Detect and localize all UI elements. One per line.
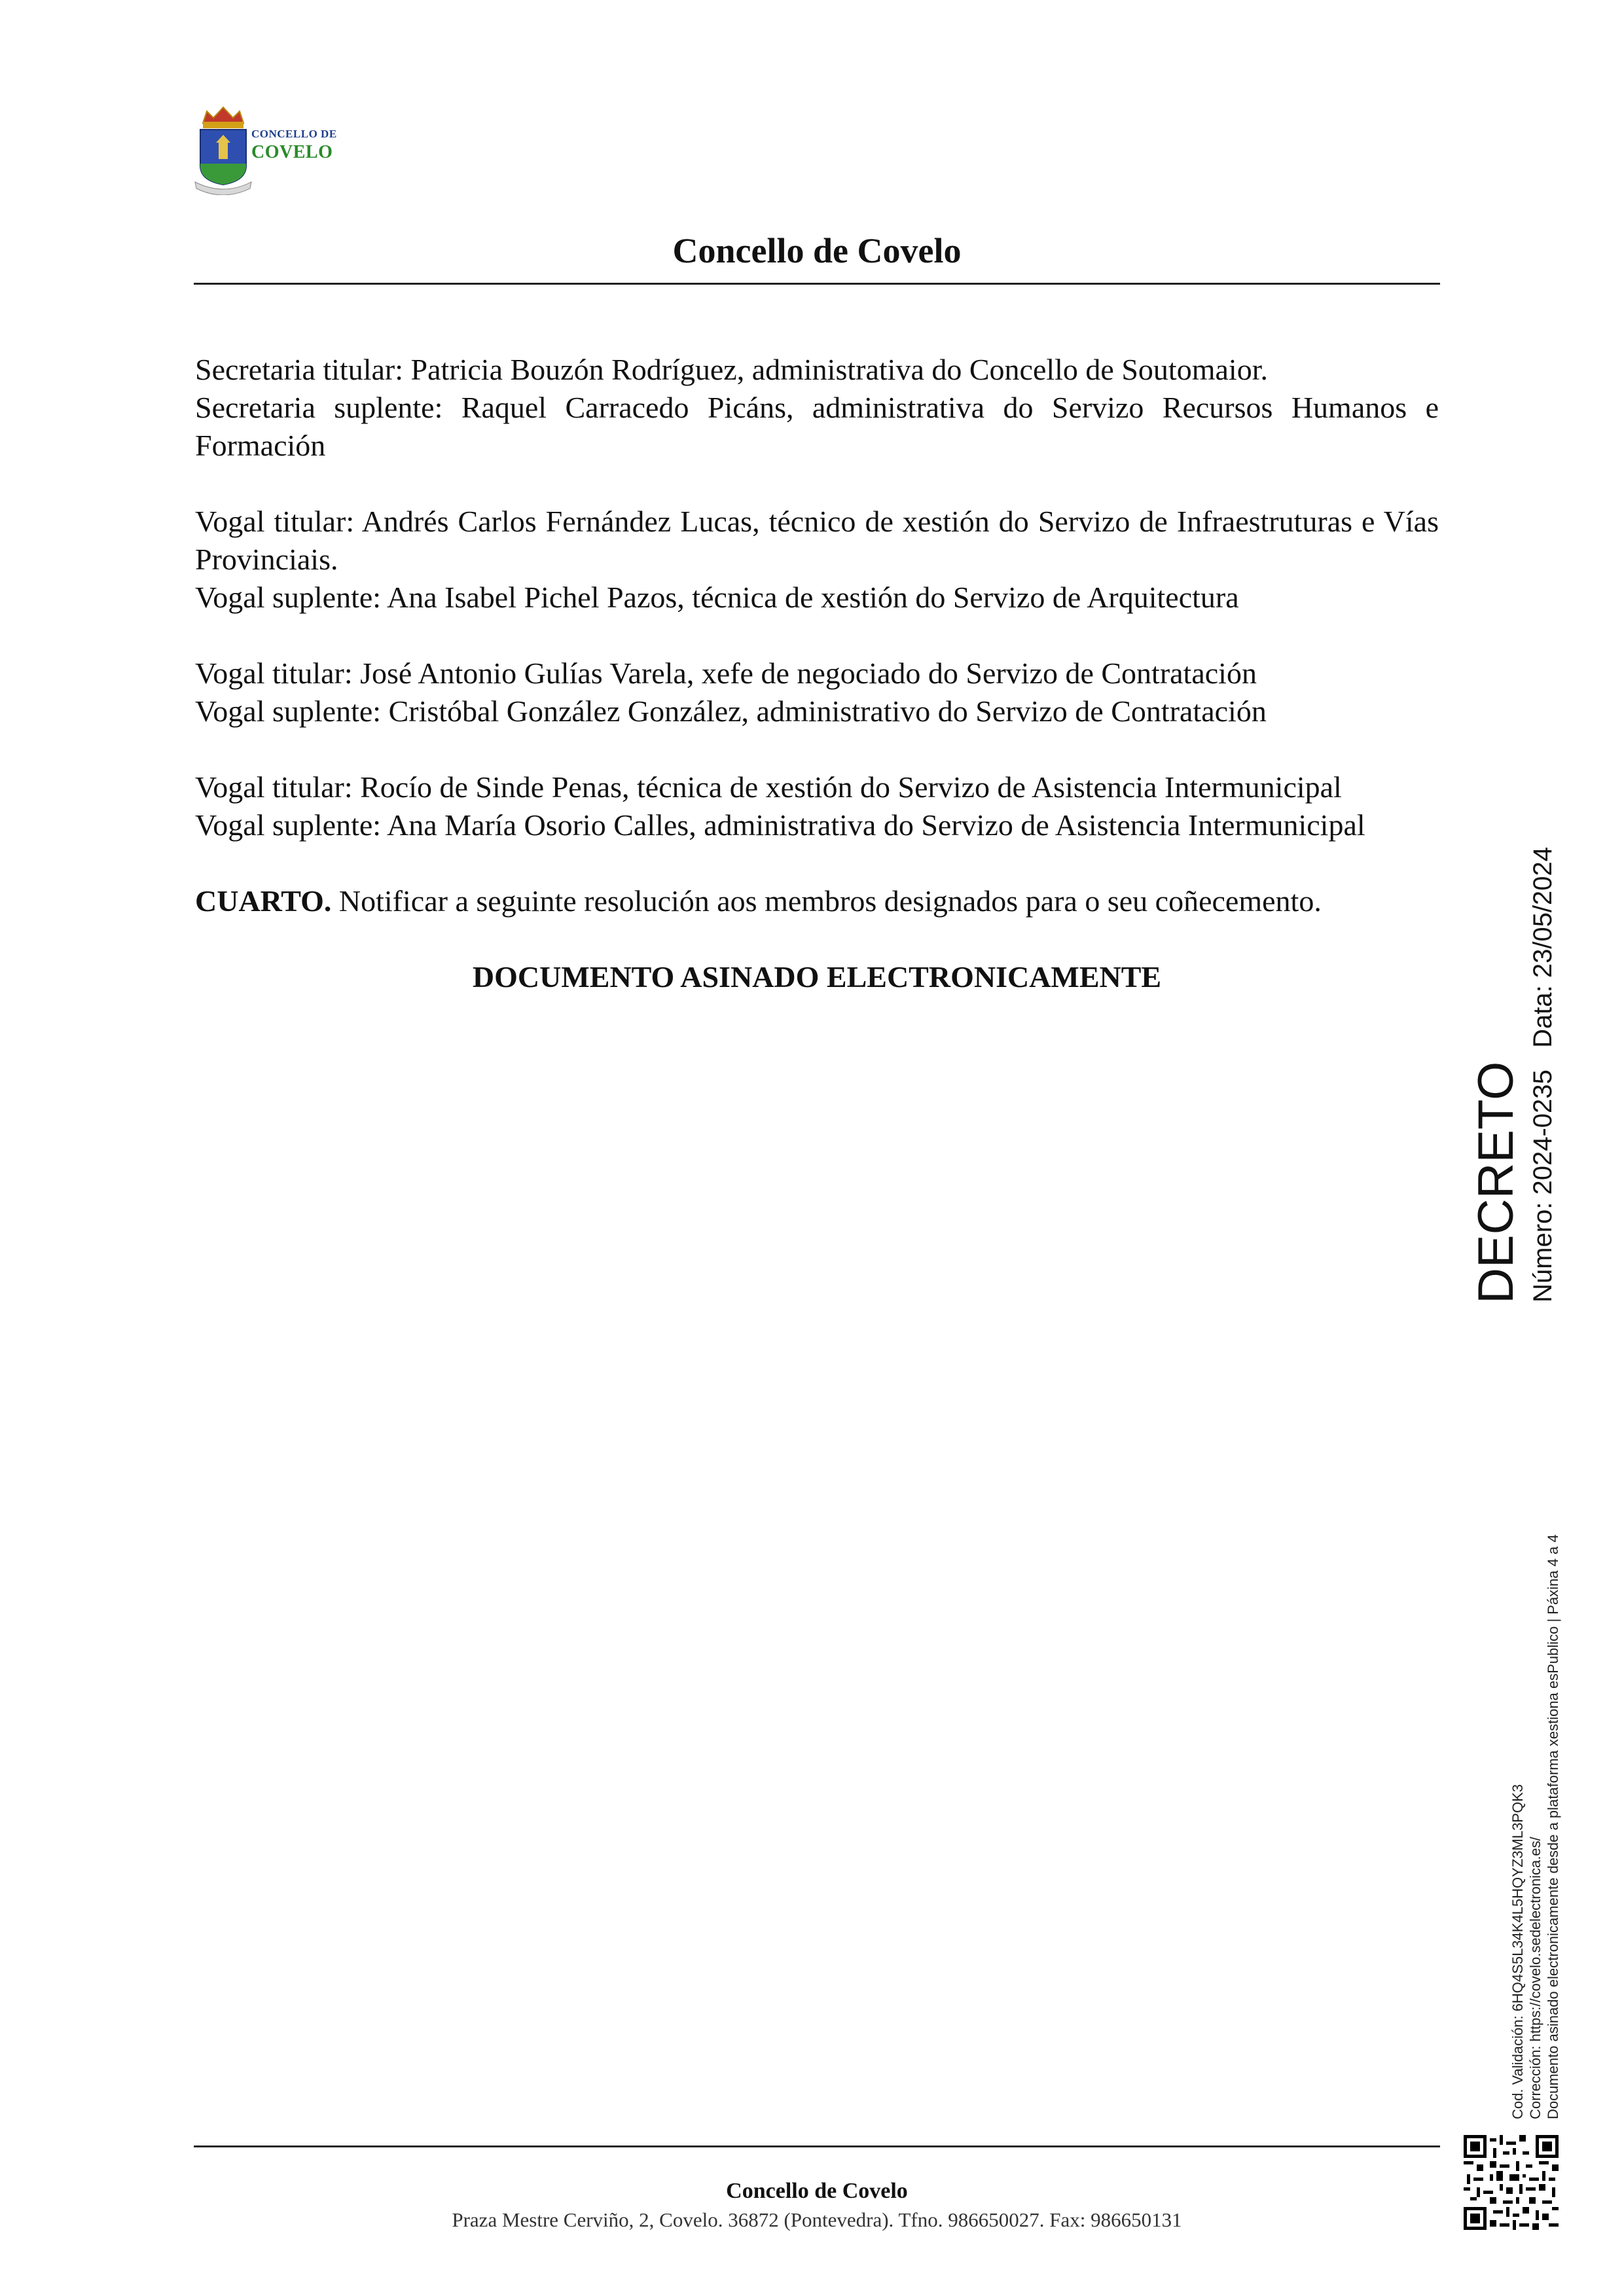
logo-line-1: CONCELLO DE — [251, 128, 337, 140]
paragraph-secretaria-titular: Secretaria titular: Patricia Bouzón Rodríguez, administrativa do Concello de Soutomaior. — [195, 353, 1268, 386]
paragraph-vogal-titular-3: Vogal titular: Rocío de Sinde Penas, técnica de xestión do Servizo de Asistencia Intermunicipal — [195, 770, 1342, 804]
paragraph-cuarto — [195, 882, 1439, 920]
paragraph-secretaria-suplente: Secretaria suplente: Raquel Carracedo Picáns, administrativa do Servizo Recursos Humanos e Formación — [195, 391, 1439, 462]
paragraph-vogal-suplente-1: Vogal suplente: Ana Isabel Pichel Pazos, técnica de xestión do Servizo de Arquitectura — [195, 581, 1239, 614]
validation-info — [1509, 1534, 1562, 2119]
paragraph-vogal-titular-2: Vogal titular: José Antonio Gulías Varela, xefe de negociado do Servizo de Contratación — [195, 656, 1257, 690]
validation-code: Cod. Validación: 6HQ4S5L34K4L5HQYZ3ML3PQK3 — [1509, 1784, 1526, 2119]
cuarto-label: CUARTO. — [195, 884, 332, 918]
page-header-title: Concello de Covelo — [672, 231, 962, 270]
coat-of-arms-icon — [194, 103, 253, 195]
cuarto-text: Notificar a seguinte resolución aos membros designados para o seu coñecemento. — [331, 884, 1322, 918]
footer-divider — [194, 2145, 1440, 2147]
qr-code-icon — [1464, 2135, 1559, 2230]
page-footer — [194, 2178, 1440, 2233]
concello-logo — [194, 103, 357, 195]
signed-notice: DOCUMENTO ASINADO ELECTRONICAMENTE — [472, 960, 1162, 994]
validation-platform: Documento asinado electronicamente desde a plataforma xestiona esPublico | Páxina 4 a 4 — [1545, 1534, 1561, 2119]
paragraph-vogal-suplente-3: Vogal suplente: Ana María Osorio Calles, administrativa do Servizo de Asistencia Intermunicipal — [195, 808, 1365, 842]
header-divider — [194, 283, 1440, 285]
validation-url: Corrección: https://covelo.sedelectronica.es/ — [1527, 1837, 1543, 2119]
paragraph-vogal-suplente-2: Vogal suplente: Cristóbal González González, administrativo do Servizo de Contratación — [195, 694, 1267, 728]
footer-name: Concello de Covelo — [726, 2179, 908, 2203]
document-body — [195, 351, 1439, 996]
decree-number-date: Número: 2024-0235 Data: 23/05/2024 — [1528, 846, 1557, 1302]
logo-line-2: COVELO — [251, 142, 333, 162]
decree-label: DECRETO — [1468, 1061, 1524, 1304]
paragraph-vogal-titular-1: Vogal titular: Andrés Carlos Fernández Lucas, técnico de xestión do Servizo de Infraestruturas e Vías Provinciais. — [195, 505, 1439, 576]
footer-address: Praza Mestre Cerviño, 2, Covelo. 36872 (Pontevedra). Tfno. 986650027. Fax: 986650131 — [452, 2208, 1182, 2231]
